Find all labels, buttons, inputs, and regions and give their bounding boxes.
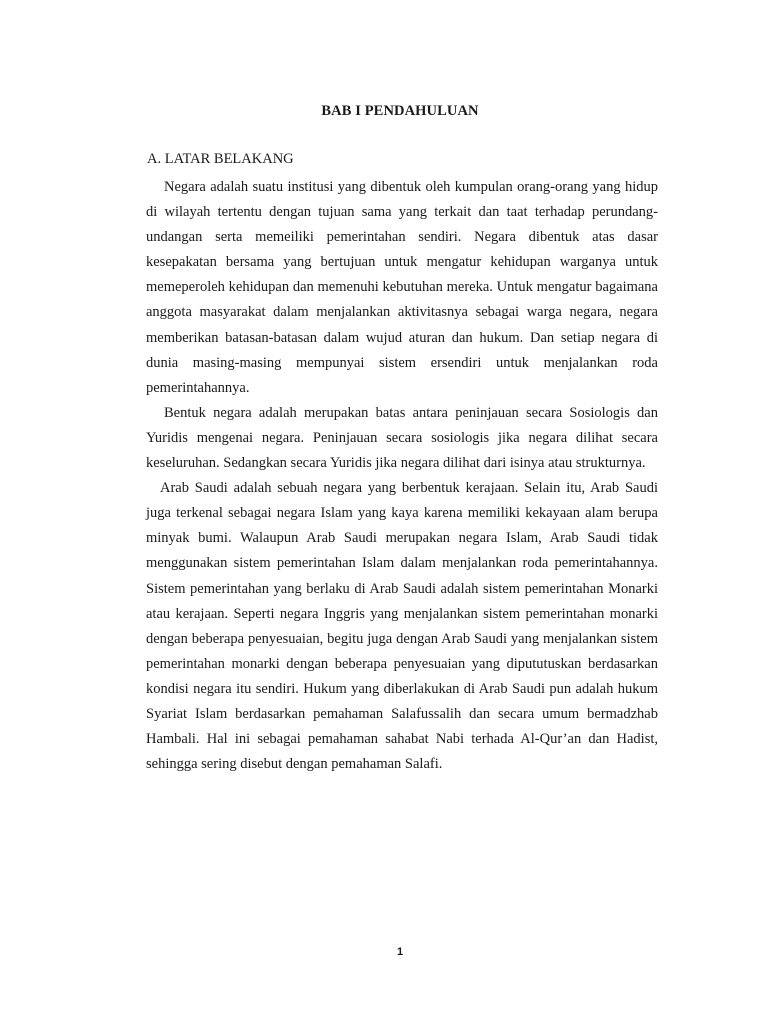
paragraph-arab-saudi: Arab Saudi adalah sebuah negara yang berbentuk kerajaan. Selain itu, Arab Saudi juga terkenal sebagai negara Islam yang kaya karena memiliki kekayaan alam berupa minyak bumi. Walaupun Arab Saudi merupakan negara Islam, Arab Saudi tidak menggunakan sistem pemerintahan Islam dalam menjalankan roda pemerintahannya. Sistem pemerintahan yang berlaku di Arab Saudi adalah sistem pemerintahan Monarki atau kerajaan. Seperti negara Inggris yang menjalankan sistem pemerintahan monarki dengan beberapa penyesuaian, begitu juga dengan Arab Saudi yang menjalankan sistem pemerintahan monarki dengan beberapa penyesuaian yang dipututuskan berdasarkan kondisi negara itu sendiri. Hukum yang diberlakukan di Arab Saudi pun adalah hukum Syariat Islam berdasarkan pemahaman Salafussalih dan secara umum bermadzhab Hambali. Hal ini sebagai pemahaman sahabat Nabi terhada Al-Qur’an dan Hadist, sehingga sering disebut dengan pemahaman Salafi. (146, 480, 658, 773)
chapter-title: BAB I PENDAHULUAN (321, 103, 479, 119)
page-number: 1 (396, 946, 404, 958)
paragraph-bentuk-negara: Bentuk negara adalah merupakan batas antara peninjauan secara Sosiologis dan Yuridis mengenai negara. Peninjauan secara sosiologis jika negara dilihat secara keseluruhan. Sedangkan secara Yuridis jika negara dilihat dari isinya atau strukturnya. (146, 404, 658, 472)
paragraph-negara-definition: Negara adalah suatu institusi yang dibentuk oleh kumpulan orang-orang yang hidup di wilayah tertentu dengan tujuan sama yang terkait dan taat terhadap perundang-undangan serta memeiliki pemerintahan sendiri. Negara dibentuk atas dasar kesepakatan bersama yang bertujuan untuk mengatur kehidupan warganya untuk memeperoleh kehidupan dan memenuhi kebutuhan mereka. Untuk mengatur bagaimana anggota masyarakat dalam menjalankan aktivitasnya sebagai warga negara, negara memberikan batasan-batasan dalam wujud aturan dan hukum. Dan setiap negara di dunia masing-masing mempunyai sistem ersendiri untuk menjalankan roda pemerintahannya. (146, 179, 658, 396)
section-heading: A. LATAR BELAKANG (147, 151, 294, 167)
body-text (146, 175, 658, 777)
